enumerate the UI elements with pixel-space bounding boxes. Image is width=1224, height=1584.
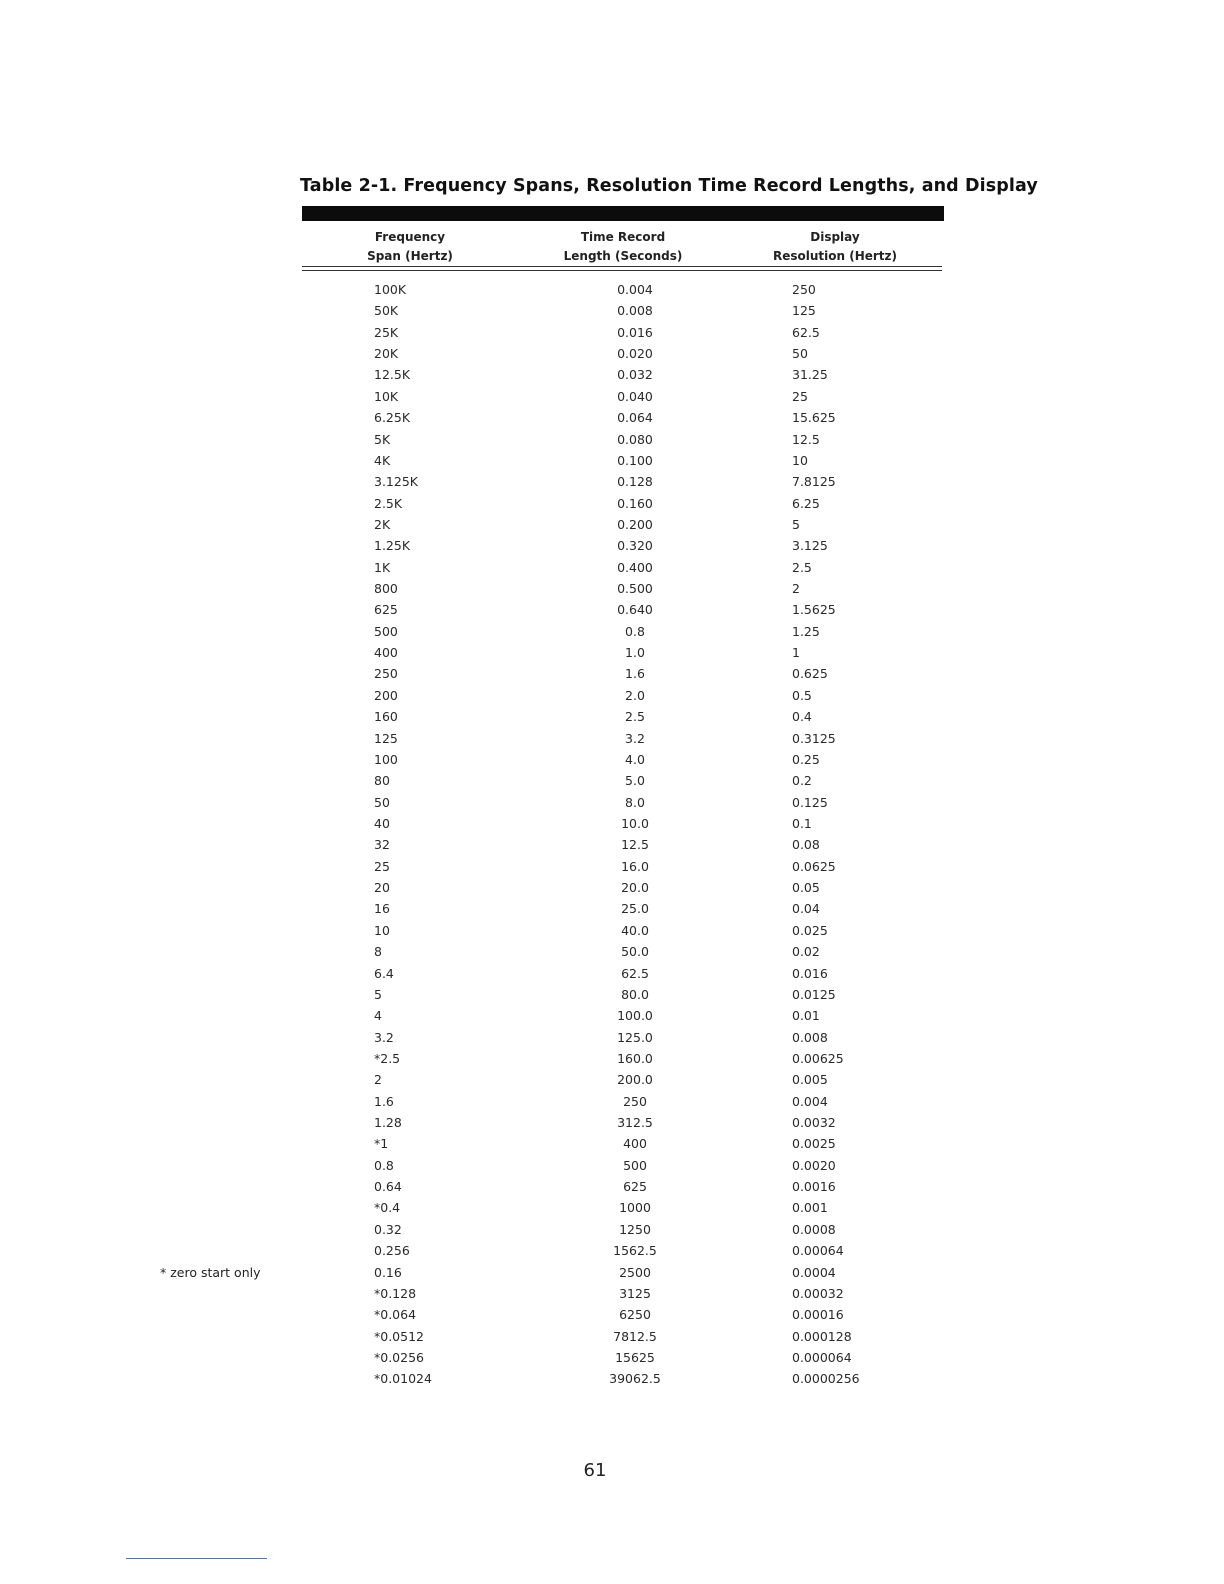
table-row	[0, 941, 1224, 962]
header-line-1: Time Record	[580, 230, 666, 244]
header-line-2: Span (Hertz)	[367, 249, 453, 263]
time-record-cell: 200.0	[617, 1072, 653, 1088]
display-resolution-cell: 50	[792, 346, 808, 362]
display-resolution-cell: 0.3125	[792, 730, 836, 746]
time-record-cell: 0.8	[625, 623, 645, 639]
display-resolution-cell: 0.625	[792, 666, 828, 682]
time-record-cell: 10.0	[621, 815, 649, 831]
table-row	[0, 557, 1224, 578]
table-row	[0, 813, 1224, 834]
time-record-cell: 1000	[619, 1200, 651, 1216]
display-resolution-cell: 2.5	[792, 559, 812, 575]
table-row	[0, 1112, 1224, 1133]
time-record-cell: 5.0	[625, 773, 645, 789]
frequency-span-cell: 50	[374, 794, 390, 810]
frequency-span-cell: 20	[374, 880, 390, 896]
display-resolution-cell: 1.25	[792, 623, 820, 639]
time-record-cell: 62.5	[621, 965, 649, 981]
display-resolution-cell: 0.125	[792, 794, 828, 810]
table-row	[0, 792, 1224, 813]
table-row	[0, 1048, 1224, 1069]
display-resolution-cell: 0.016	[792, 965, 828, 981]
frequency-span-cell: 4K	[374, 452, 391, 468]
table-row	[0, 1069, 1224, 1090]
table-row	[0, 1027, 1224, 1048]
display-resolution-cell: 0.000064	[792, 1349, 852, 1365]
time-record-cell: 1.0	[625, 645, 645, 661]
display-resolution-cell: 0.025	[792, 922, 828, 938]
frequency-span-cell: 800	[374, 581, 398, 597]
time-record-cell: 4.0	[625, 751, 645, 767]
frequency-span-cell: 10K	[374, 388, 399, 404]
display-resolution-cell: 25	[792, 388, 808, 404]
table-row	[0, 621, 1224, 642]
time-record-cell: 100.0	[617, 1008, 653, 1024]
display-resolution-cell: 0.02	[792, 944, 820, 960]
display-resolution-cell: 0.008	[792, 1029, 828, 1045]
frequency-span-cell: 500	[374, 623, 398, 639]
frequency-span-cell: 6.25K	[374, 410, 411, 426]
table-row	[0, 1304, 1224, 1325]
frequency-span-cell: 1.25K	[374, 538, 411, 554]
time-record-cell: 20.0	[621, 880, 649, 896]
table-row	[0, 322, 1224, 343]
table-row	[0, 493, 1224, 514]
time-record-cell: 40.0	[621, 922, 649, 938]
display-resolution-cell: 0.0008	[792, 1221, 836, 1237]
frequency-span-cell: 400	[374, 645, 398, 661]
frequency-span-cell: 10	[374, 922, 390, 938]
table-row	[0, 364, 1224, 385]
header-line-1: Frequency	[374, 230, 446, 244]
display-resolution-cell: 0.004	[792, 1093, 828, 1109]
time-record-cell: 500	[623, 1157, 647, 1173]
display-resolution-cell: 10	[792, 452, 808, 468]
display-resolution-cell: 0.00032	[792, 1285, 844, 1301]
table-row	[0, 1240, 1224, 1261]
frequency-span-cell: 160	[374, 709, 398, 725]
time-record-cell: 400	[623, 1136, 647, 1152]
page-number: 61	[583, 1460, 607, 1481]
time-record-cell: 0.004	[617, 282, 653, 297]
frequency-span-cell: 100	[374, 751, 398, 767]
frequency-span-cell: 1K	[374, 559, 391, 575]
time-record-cell: 0.020	[617, 346, 653, 362]
frequency-span-cell: 250	[374, 666, 398, 682]
time-record-cell: 0.100	[617, 452, 653, 468]
time-record-cell: 12.5	[621, 837, 649, 853]
time-record-cell: 6250	[619, 1307, 651, 1323]
frequency-span-cell: *0.064	[374, 1307, 417, 1323]
frequency-span-cell: 0.256	[374, 1243, 410, 1259]
frequency-span-cell: 20K	[374, 346, 399, 362]
time-record-cell: 25.0	[621, 901, 649, 917]
frequency-span-cell: 25	[374, 858, 390, 874]
display-resolution-cell: 2	[792, 581, 800, 597]
display-resolution-cell: 5	[792, 516, 800, 532]
table-row	[0, 1326, 1224, 1347]
table-row	[0, 984, 1224, 1005]
frequency-span-cell: 3.2	[374, 1029, 394, 1045]
table-row	[0, 1197, 1224, 1218]
frequency-span-cell: 50K	[374, 303, 399, 319]
time-record-cell: 2.0	[625, 687, 645, 703]
frequency-span-cell: 4	[374, 1008, 382, 1024]
time-record-cell: 50.0	[621, 944, 649, 960]
display-resolution-cell: 6.25	[792, 495, 820, 511]
display-resolution-cell: 0.25	[792, 751, 820, 767]
frequency-span-cell: 625	[374, 602, 398, 618]
display-resolution-cell: 0.2	[792, 773, 812, 789]
table-row	[0, 343, 1224, 364]
table-row	[0, 429, 1224, 450]
frequency-span-cell: 8	[374, 944, 382, 960]
display-resolution-cell: 0.0020	[792, 1157, 836, 1173]
display-resolution-cell: 0.0004	[792, 1264, 836, 1280]
frequency-span-cell: 200	[374, 687, 398, 703]
display-resolution-cell: 1.5625	[792, 602, 836, 618]
display-resolution-cell: 0.0032	[792, 1115, 836, 1131]
time-record-cell: 0.080	[617, 431, 653, 447]
frequency-span-cell: 0.8	[374, 1157, 394, 1173]
table-row	[0, 599, 1224, 620]
time-record-cell: 3125	[619, 1285, 651, 1301]
display-resolution-cell: 125	[792, 303, 816, 319]
header-line-2: Resolution (Hertz)	[772, 249, 898, 263]
header-bar	[302, 206, 944, 221]
time-record-cell: 125.0	[617, 1029, 653, 1045]
table-row	[0, 877, 1224, 898]
table-row	[0, 279, 1224, 300]
column-header-display-resolution	[765, 228, 905, 266]
frequency-span-cell: *0.128	[374, 1285, 417, 1301]
frequency-span-cell: 1.6	[374, 1093, 394, 1109]
display-resolution-cell: 0.08	[792, 837, 820, 853]
frequency-span-cell: *1	[374, 1136, 389, 1152]
display-resolution-cell: 1	[792, 645, 800, 661]
time-record-cell: 80.0	[621, 986, 649, 1002]
table-row	[0, 749, 1224, 770]
time-record-cell: 0.040	[617, 388, 653, 404]
frequency-span-cell: *0.0512	[374, 1328, 424, 1344]
table-row	[0, 898, 1224, 919]
bottom-rule	[126, 1558, 267, 1559]
table-row	[0, 1005, 1224, 1026]
time-record-cell: 250	[623, 1093, 647, 1109]
time-record-cell: 160.0	[617, 1050, 653, 1066]
frequency-span-cell: 25K	[374, 324, 399, 340]
table-row	[0, 963, 1224, 984]
frequency-span-cell: 1.28	[374, 1115, 402, 1131]
frequency-span-cell: 100K	[374, 282, 407, 297]
table-row	[0, 450, 1224, 471]
time-record-cell: 1250	[619, 1221, 651, 1237]
time-record-cell: 39062.5	[609, 1371, 661, 1387]
time-record-cell: 15625	[615, 1349, 655, 1365]
frequency-span-cell: 0.32	[374, 1221, 402, 1237]
time-record-cell: 8.0	[625, 794, 645, 810]
header-rule-bottom	[302, 270, 942, 271]
table-row	[0, 1155, 1224, 1176]
frequency-span-cell: 2.5K	[374, 495, 403, 511]
frequency-span-cell: 6.4	[374, 965, 394, 981]
display-resolution-cell: 31.25	[792, 367, 828, 383]
time-record-cell: 0.032	[617, 367, 653, 383]
table-row	[0, 386, 1224, 407]
header-rule-top	[302, 266, 942, 267]
time-record-cell: 0.500	[617, 581, 653, 597]
time-record-cell: 16.0	[621, 858, 649, 874]
frequency-span-cell: 3.125K	[374, 474, 418, 490]
table-row	[0, 300, 1224, 321]
time-record-cell: 625	[623, 1179, 647, 1195]
display-resolution-cell: 0.0625	[792, 858, 836, 874]
header-line-1: Display	[810, 230, 860, 244]
frequency-span-cell: *2.5	[374, 1050, 401, 1066]
time-record-cell: 0.064	[617, 410, 653, 426]
table-row	[0, 1133, 1224, 1154]
display-resolution-cell: 0.000128	[792, 1328, 852, 1344]
footnote: * zero start only	[160, 1265, 261, 1280]
table-row	[0, 578, 1224, 599]
table-row	[0, 856, 1224, 877]
table-row	[0, 642, 1224, 663]
table-row	[0, 728, 1224, 749]
display-resolution-cell: 0.01	[792, 1008, 820, 1024]
table-title: Table 2-1. Frequency Spans, Resolution Time Record Lengths, and Display	[300, 176, 1038, 196]
display-resolution-cell: 0.1	[792, 815, 812, 831]
display-resolution-cell: 0.001	[792, 1200, 828, 1216]
table-row	[0, 1176, 1224, 1197]
time-record-cell: 1.6	[625, 666, 645, 682]
time-record-cell: 0.008	[617, 303, 653, 319]
frequency-span-cell: *0.4	[374, 1200, 401, 1216]
display-resolution-cell: 12.5	[792, 431, 820, 447]
time-record-cell: 0.200	[617, 516, 653, 532]
display-resolution-cell: 0.0000256	[792, 1371, 860, 1387]
table-row	[0, 920, 1224, 941]
table-row	[0, 1091, 1224, 1112]
frequency-span-cell: 40	[374, 815, 390, 831]
time-record-cell: 3.2	[625, 730, 645, 746]
table-row	[0, 1368, 1224, 1389]
time-record-cell: 0.128	[617, 474, 653, 490]
display-resolution-cell: 62.5	[792, 324, 820, 340]
column-header-time-record	[553, 228, 693, 266]
time-record-cell: 0.400	[617, 559, 653, 575]
frequency-span-cell: *0.01024	[374, 1371, 432, 1387]
display-resolution-cell: 0.4	[792, 709, 812, 725]
display-resolution-cell: 7.8125	[792, 474, 836, 490]
table-row	[0, 1347, 1224, 1368]
display-resolution-cell: 0.00016	[792, 1307, 844, 1323]
column-header-frequency-span	[350, 228, 470, 266]
frequency-span-cell: 2	[374, 1072, 382, 1088]
table-row	[0, 706, 1224, 727]
display-resolution-cell: 0.00064	[792, 1243, 844, 1259]
display-resolution-cell: 0.00625	[792, 1050, 844, 1066]
table-row	[0, 685, 1224, 706]
table-row	[0, 770, 1224, 791]
display-resolution-cell: 0.04	[792, 901, 820, 917]
time-record-cell: 0.160	[617, 495, 653, 511]
time-record-cell: 0.640	[617, 602, 653, 618]
table-row	[0, 663, 1224, 684]
table-row	[0, 471, 1224, 492]
time-record-cell: 0.320	[617, 538, 653, 554]
table-row	[0, 407, 1224, 428]
display-resolution-cell: 0.0016	[792, 1179, 836, 1195]
table-row	[0, 834, 1224, 855]
frequency-span-cell: 0.16	[374, 1264, 402, 1280]
frequency-span-cell: 5K	[374, 431, 391, 447]
time-record-cell: 2.5	[625, 709, 645, 725]
frequency-span-cell: 32	[374, 837, 390, 853]
frequency-span-cell: 5	[374, 986, 382, 1002]
table-body	[0, 279, 1224, 1390]
frequency-span-cell: *0.0256	[374, 1349, 424, 1365]
frequency-span-cell: 16	[374, 901, 390, 917]
time-record-cell: 0.016	[617, 324, 653, 340]
display-resolution-cell: 0.0025	[792, 1136, 836, 1152]
time-record-cell: 7812.5	[613, 1328, 657, 1344]
display-resolution-cell: 0.005	[792, 1072, 828, 1088]
display-resolution-cell: 0.05	[792, 880, 820, 896]
frequency-span-cell: 0.64	[374, 1179, 402, 1195]
frequency-span-cell: 12.5K	[374, 367, 411, 383]
display-resolution-cell: 15.625	[792, 410, 836, 426]
table-row	[0, 514, 1224, 535]
table-row	[0, 1219, 1224, 1240]
frequency-span-cell: 125	[374, 730, 398, 746]
table-row	[0, 535, 1224, 556]
time-record-cell: 2500	[619, 1264, 651, 1280]
display-resolution-cell: 250	[792, 282, 816, 297]
time-record-cell: 312.5	[617, 1115, 653, 1131]
display-resolution-cell: 3.125	[792, 538, 828, 554]
display-resolution-cell: 0.5	[792, 687, 812, 703]
table-row	[0, 1283, 1224, 1304]
display-resolution-cell: 0.0125	[792, 986, 836, 1002]
header-line-2: Length (Seconds)	[563, 249, 683, 263]
time-record-cell: 1562.5	[613, 1243, 657, 1259]
frequency-span-cell: 2K	[374, 516, 391, 532]
frequency-span-cell: 80	[374, 773, 390, 789]
